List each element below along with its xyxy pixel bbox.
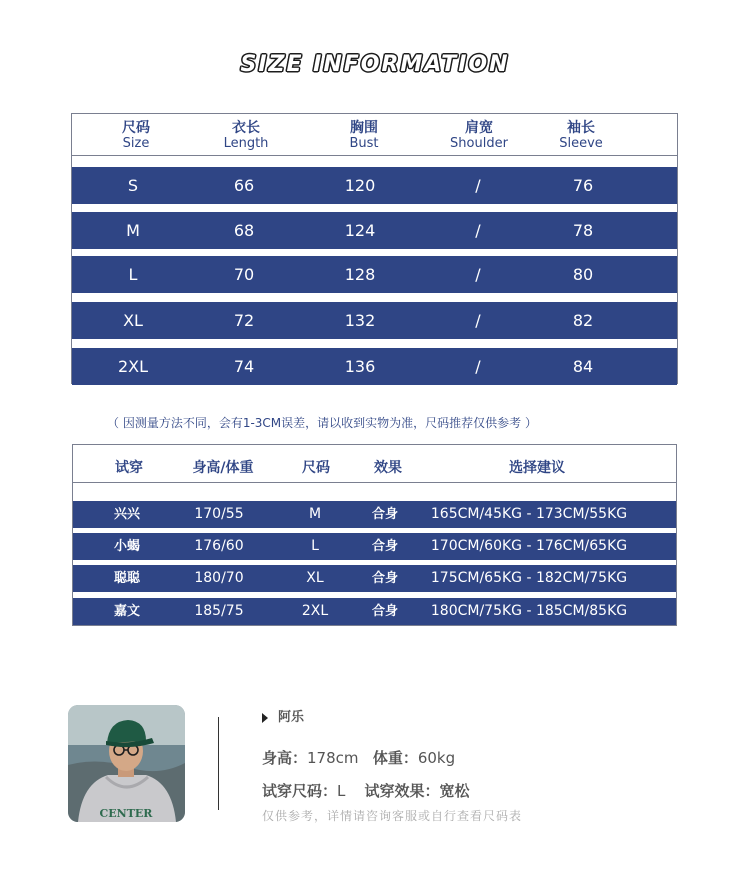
header-fit-size: 尺码 xyxy=(302,460,330,476)
cell-size: S xyxy=(127,176,139,195)
cell-name: 嘉文 xyxy=(113,604,140,619)
size-row-s xyxy=(72,167,677,204)
cell-effect: 合身 xyxy=(371,571,398,586)
cell-effect: 合身 xyxy=(371,507,398,522)
header-tryon: 试穿 xyxy=(115,460,143,476)
cell-height-weight: 176/60 xyxy=(194,538,244,554)
svg-text:CENTER: CENTER xyxy=(99,807,153,820)
cell-height-weight: 170/55 xyxy=(194,506,244,522)
header-size-en: Size xyxy=(122,136,150,151)
height-value: 178cm xyxy=(307,749,359,767)
model-name xyxy=(262,706,304,725)
size-row-m xyxy=(72,212,677,249)
cell-recommendation: 165CM/45KG - 173CM/55KG xyxy=(430,506,628,522)
header-size-cn: 尺码 xyxy=(122,120,150,136)
cell-size: XL xyxy=(123,311,143,330)
size-row-2xl xyxy=(72,348,677,385)
cell-length: 70 xyxy=(233,265,255,284)
cell-name: 聪聪 xyxy=(113,571,140,586)
cell-height-weight: 185/75 xyxy=(194,603,244,619)
tryon-size-label: 试穿尺码： xyxy=(262,782,338,800)
weight-label: 体重： xyxy=(372,749,418,767)
header-effect: 效果 xyxy=(374,460,402,476)
cell-effect: 合身 xyxy=(371,539,398,554)
cell-size: L xyxy=(311,538,319,554)
model-tryon-info xyxy=(262,780,469,801)
cell-size: M xyxy=(126,221,140,240)
cell-name: 小蝎 xyxy=(113,539,140,554)
header-shoulder-cn: 肩宽 xyxy=(465,120,493,136)
fit-row xyxy=(73,501,676,528)
size-row-xl xyxy=(72,302,677,339)
size-chart-header xyxy=(72,114,677,156)
model-height-weight xyxy=(262,747,455,768)
cell-sleeve: 82 xyxy=(572,311,594,330)
size-row-l xyxy=(72,256,677,293)
header-length-en: Length xyxy=(223,136,269,151)
header-sleeve-en: Sleeve xyxy=(559,136,603,151)
header-bust xyxy=(309,120,419,152)
fit-row xyxy=(73,565,676,592)
header-sleeve-cn: 袖长 xyxy=(567,120,595,136)
cell-size: 2XL xyxy=(117,357,149,376)
cell-height-weight: 180/70 xyxy=(194,570,244,586)
cell-bust: 120 xyxy=(344,176,376,195)
cell-shoulder: / xyxy=(475,357,481,376)
header-height-weight: 身高/体重 xyxy=(192,460,254,476)
header-length-cn: 衣长 xyxy=(232,120,260,136)
measurement-note: （ 因测量方法不同，会有1-3CM误差，请以收到实物为准，尺码推荐仅供参考 ） xyxy=(107,416,537,430)
cell-effect: 合身 xyxy=(371,604,398,619)
cell-size: XL xyxy=(306,570,324,586)
fit-row xyxy=(73,598,676,625)
cell-shoulder: / xyxy=(475,221,481,240)
header-recommendation: 选择建议 xyxy=(509,460,565,476)
fit-reference-table xyxy=(72,444,677,626)
cell-sleeve: 84 xyxy=(572,357,594,376)
cell-bust: 128 xyxy=(344,265,376,284)
header-bust-cn: 胸围 xyxy=(350,120,378,136)
cell-length: 68 xyxy=(233,221,255,240)
fit-header-divider xyxy=(73,482,676,483)
size-header-divider xyxy=(72,155,677,156)
tryon-size-value: L xyxy=(337,782,346,800)
model-footnote: 仅供参考，详情请咨询客服或自行查看尺码表 xyxy=(262,809,523,823)
caret-right-icon xyxy=(262,713,268,723)
cell-size: 2XL xyxy=(301,603,329,619)
cell-recommendation: 175CM/65KG - 182CM/75KG xyxy=(430,570,628,586)
size-chart-table xyxy=(71,113,678,384)
tryon-effect-label: 试穿效果： xyxy=(364,782,440,800)
cell-size: L xyxy=(128,265,138,284)
fit-row xyxy=(73,533,676,560)
cell-length: 72 xyxy=(233,311,255,330)
cell-shoulder: / xyxy=(475,176,481,195)
cell-sleeve: 78 xyxy=(572,221,594,240)
cell-recommendation: 180CM/75KG - 185CM/85KG xyxy=(430,603,628,619)
weight-value: 60kg xyxy=(417,749,456,767)
height-label: 身高： xyxy=(262,749,308,767)
cell-name: 兴兴 xyxy=(113,507,140,522)
header-shoulder xyxy=(424,120,534,152)
cell-recommendation: 170CM/60KG - 176CM/65KG xyxy=(430,538,628,554)
size-information-title: SIZE INFORMATION xyxy=(240,52,510,77)
cell-sleeve: 80 xyxy=(572,265,594,284)
cell-length: 66 xyxy=(233,176,255,195)
header-length xyxy=(191,120,301,152)
cell-length: 74 xyxy=(233,357,255,376)
header-size xyxy=(81,120,191,152)
model-name-text: 阿乐 xyxy=(278,710,305,725)
header-sleeve xyxy=(526,120,636,152)
cell-shoulder: / xyxy=(475,265,481,284)
cell-bust: 132 xyxy=(344,311,376,330)
cell-bust: 124 xyxy=(344,221,376,240)
header-shoulder-en: Shoulder xyxy=(450,136,508,151)
cell-shoulder: / xyxy=(475,311,481,330)
cell-sleeve: 76 xyxy=(572,176,594,195)
model-photo xyxy=(68,705,185,822)
cell-size: M xyxy=(308,506,322,522)
section-divider xyxy=(218,717,219,810)
cell-bust: 136 xyxy=(344,357,376,376)
header-bust-en: Bust xyxy=(349,136,379,151)
tryon-effect-value: 宽松 xyxy=(439,782,470,800)
